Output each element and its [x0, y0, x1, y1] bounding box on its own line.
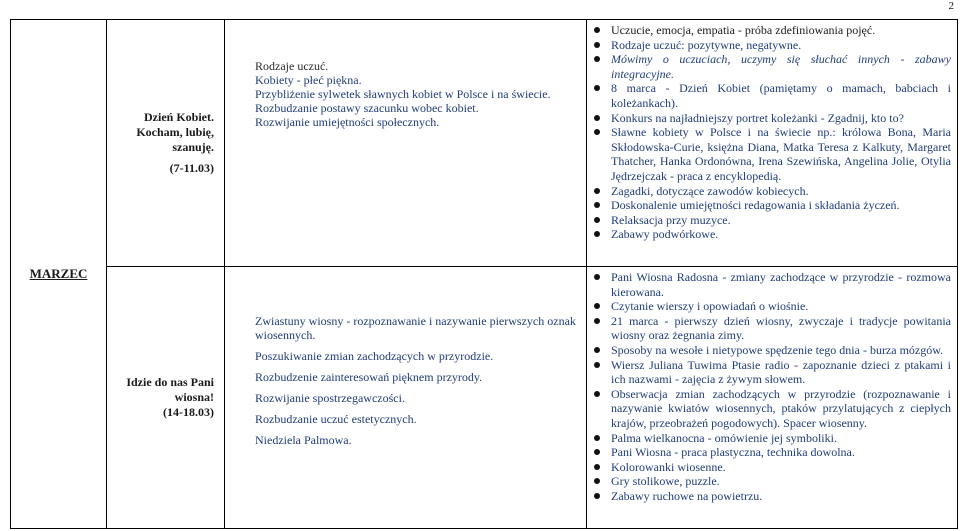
- week-activities-cell: [587, 267, 958, 529]
- week-topic-line: (14-18.03): [163, 405, 214, 419]
- month-label: MARZEC: [29, 266, 88, 281]
- activity-item: Sławne kobiety w Polsce i na świecie np.: królowa Bona, Maria Skłodowska-Curie, księżna Diana, Matka Teresa z Kalkuty, Margaret Thatcher, Hanka Ordonówna, Irena Szewińska, Angelina Jolie, Otylia Jędrzejczak - praca z encyklopedią.: [587, 125, 951, 183]
- week-topic-cell: [107, 267, 225, 529]
- activity-item: Zabawy podwórkowe.: [587, 227, 951, 242]
- activity-item: Mówimy o uczuciach, uczymy się słuchać innych - zabawy integracyjne.: [587, 52, 951, 81]
- activity-item: Relaksacja przy muzyce.: [587, 213, 951, 228]
- goal-item: Poszukiwanie zmian zachodzących w przyrodzie.: [255, 349, 494, 363]
- goal-item: Rozbudzanie uczuć estetycznych.: [255, 412, 417, 426]
- page-number: 2: [948, 0, 954, 12]
- goal-item: Niedziela Palmowa.: [255, 433, 352, 447]
- goal-item: Kobiety - płeć piękna.: [255, 73, 362, 87]
- activity-item: Czytanie wierszy i opowiadań o wiośnie.: [587, 299, 951, 314]
- goal-item: Rozwijanie spostrzegawczości.: [255, 391, 405, 405]
- goal-item: Rozbudzenie zainteresowań pięknem przyrody.: [255, 370, 483, 384]
- goal-item: Rozwijanie umiejętności społecznych.: [255, 115, 440, 129]
- activity-item: Gry stolikowe, puzzle.: [587, 474, 951, 489]
- activity-item: Pani Wiosna Radosna - zmiany zachodzące w przyrodzie - rozmowa kierowana.: [587, 270, 951, 299]
- activity-item: Rodzaje uczuć: pozytywne, negatywne.: [587, 38, 951, 53]
- goal-item: Zwiastuny wiosny - rozpoznawanie i nazywanie pierwszych oznak wiosennych.: [255, 314, 576, 342]
- activity-item: Doskonalenie umiejętności redagowania i składania życzeń.: [587, 198, 951, 213]
- activity-item: Uczucie, emocja, empatia - próba zdefiniowania pojęć.: [587, 23, 951, 38]
- goal-item: Przybliżenie sylwetek sławnych kobiet w Polsce i na świecie.: [255, 87, 551, 101]
- activity-item: Palma wielkanocna - omówienie jej symboliki.: [587, 431, 951, 446]
- week-goals-cell: [225, 20, 587, 267]
- activity-item: 21 marca - pierwszy dzień wiosny, zwyczaje i tradycje powitania wiosny oraz żegnania zimy.: [587, 314, 951, 343]
- week-goals-cell: [225, 267, 587, 529]
- monthly-plan-table: [10, 19, 958, 529]
- activity-item: Pani Wiosna - praca plastyczna, technika dowolna.: [587, 445, 951, 460]
- month-cell: [11, 20, 107, 529]
- week-topic-cell: [107, 20, 225, 267]
- activity-list: [587, 270, 951, 504]
- week-activities-cell: [587, 20, 958, 267]
- goal-item: Rodzaje uczuć.: [255, 59, 329, 73]
- table-row: [11, 20, 958, 267]
- activity-item: Zabawy ruchowe na powietrzu.: [587, 489, 951, 504]
- activity-item: 8 marca - Dzień Kobiet (pamiętamy o mamach, babciach i koleżankach).: [587, 81, 951, 110]
- table-row: [11, 267, 958, 529]
- activity-item: Wiersz Juliana Tuwima Ptasie radio - zapoznanie dzieci z ptakami i ich nazwami - zajęcia z żywym słowem.: [587, 358, 951, 387]
- week-topic-line: (7-11.03): [169, 161, 214, 175]
- activity-item: Zagadki, dotyczące zawodów kobiecych.: [587, 184, 951, 199]
- activity-item: Obserwacja zmian zachodzących w przyrodzie (rozpoznawanie i nazywanie kwiatów wiosennych, ptaków przylatujących z ciepłych krajów, przeobrażeń pogodowych). Spacer wiosenny.: [587, 387, 951, 431]
- activity-item: Konkurs na najładniejszy portret koleżanki - Zgadnij, kto to?: [587, 111, 951, 126]
- week-topic-line: szanuję.: [172, 140, 214, 154]
- activity-item: Sposoby na wesołe i nietypowe spędzenie tego dnia - burza mózgów.: [587, 343, 951, 358]
- week-topic-line: wiosna!: [174, 390, 214, 404]
- week-topic-line: Kocham, lubię,: [136, 125, 214, 139]
- week-topic-line: Idzie do nas Pani: [126, 375, 214, 389]
- goal-item: Rozbudzanie postawy szacunku wobec kobiet.: [255, 101, 479, 115]
- activity-list: [587, 23, 951, 242]
- week-topic-line: Dzień Kobiet.: [144, 110, 214, 124]
- activity-item: Kolorowanki wiosenne.: [587, 460, 951, 475]
